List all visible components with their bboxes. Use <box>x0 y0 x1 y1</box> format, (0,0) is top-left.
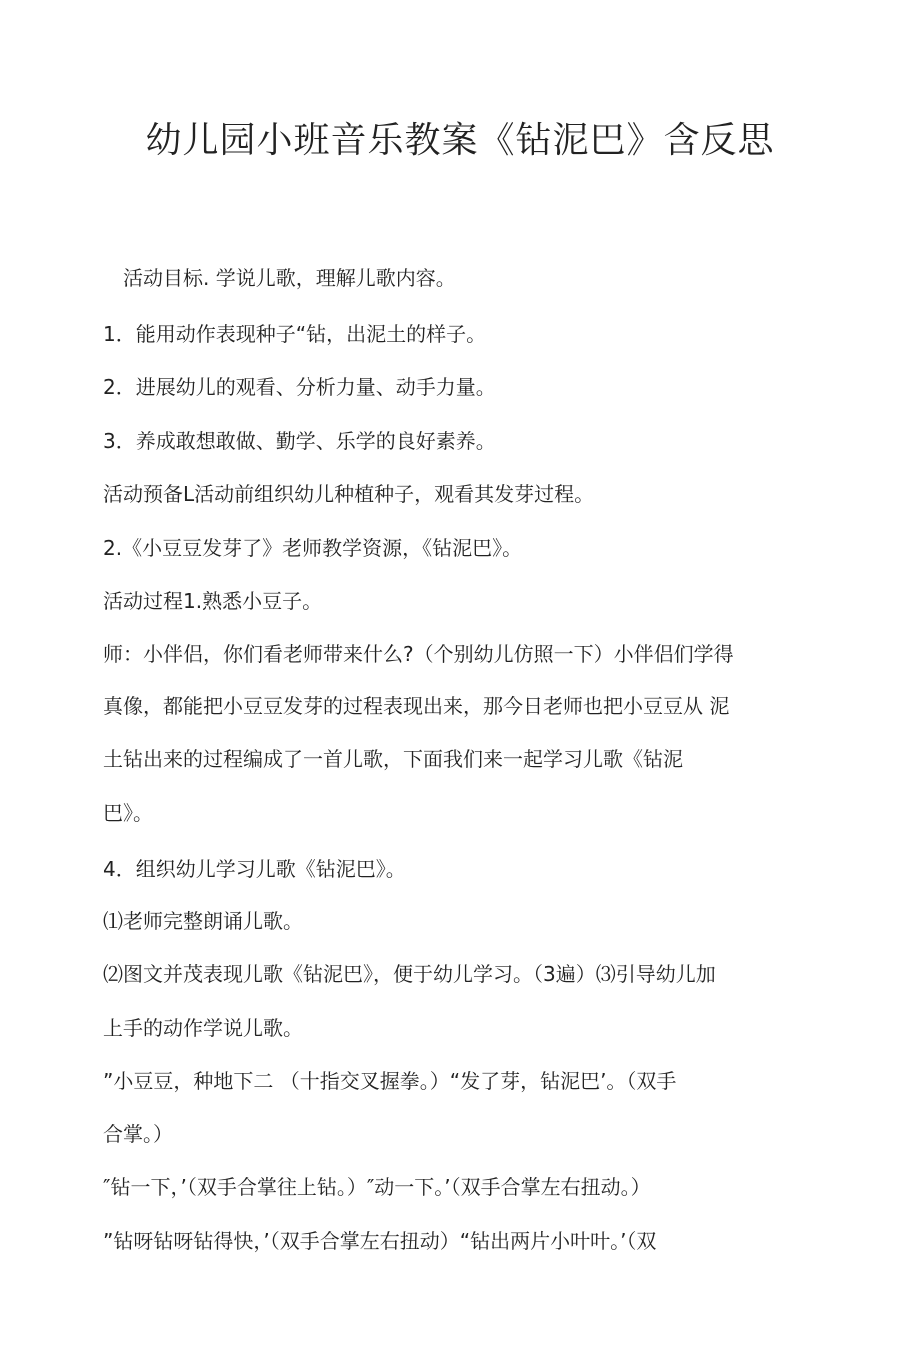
text-line: 师：小伴侣，你们看老师带来什么?（个别幼儿仿照一下）小伴侣们学得 <box>103 642 734 666</box>
text-line: 活动过程1.熟悉小豆子。 <box>103 589 323 613</box>
text-line: ”钻呀钻呀钻得快，’（双手合掌左右扭动）“钻出两片小叶叶。’（双 <box>103 1229 657 1253</box>
text-line: ″钻一下，’（双手合掌往上钻。）″动一下。’（双手合掌左右扭动。） <box>103 1175 651 1199</box>
text-line: 4．组织幼儿学习儿歌《钻泥巴》。 <box>103 857 406 881</box>
text-line: 活动预备L活动前组织幼儿种植种子，观看其发芽过程。 <box>103 482 595 506</box>
text-line: 巴》。 <box>103 801 153 825</box>
text-line: 1．能用动作表现种子“钻，出泥土的样子。 <box>103 322 487 346</box>
text-line: 活动目标. 学说儿歌，理解儿歌内容。 <box>103 266 456 290</box>
text-line: 2.《小豆豆发芽了》老师教学资源，《钻泥巴》。 <box>103 536 523 560</box>
text-line: 上手的动作学说儿歌。 <box>103 1016 303 1040</box>
text-line: 3．养成敢想敢做、勤学、乐学的良好素养。 <box>103 429 496 453</box>
text-line: ⑴老师完整朗诵儿歌。 <box>103 909 303 933</box>
text-line: 土钻出来的过程编成了一首儿歌，下面我们来一起学习儿歌《钻泥 <box>103 747 683 771</box>
text-line: ⑵图文并茂表现儿歌《钻泥巴》，便于幼儿学习。（3遍）⑶引导幼儿加 <box>103 962 716 986</box>
text-line: 真像，都能把小豆豆发芽的过程表现出来，那今日老师也把小豆豆从 泥 <box>103 694 730 718</box>
text-line: ”小豆豆，种地下二 （十指交叉握拳。）“发了芽，钻泥巴’。（双手 <box>103 1069 677 1093</box>
document-title: 幼儿园小班音乐教案《钻泥巴》含反思 <box>145 120 775 161</box>
text-line: 2．进展幼儿的观看、分析力量、动手力量。 <box>103 375 496 399</box>
text-line: 合掌。） <box>103 1122 173 1146</box>
